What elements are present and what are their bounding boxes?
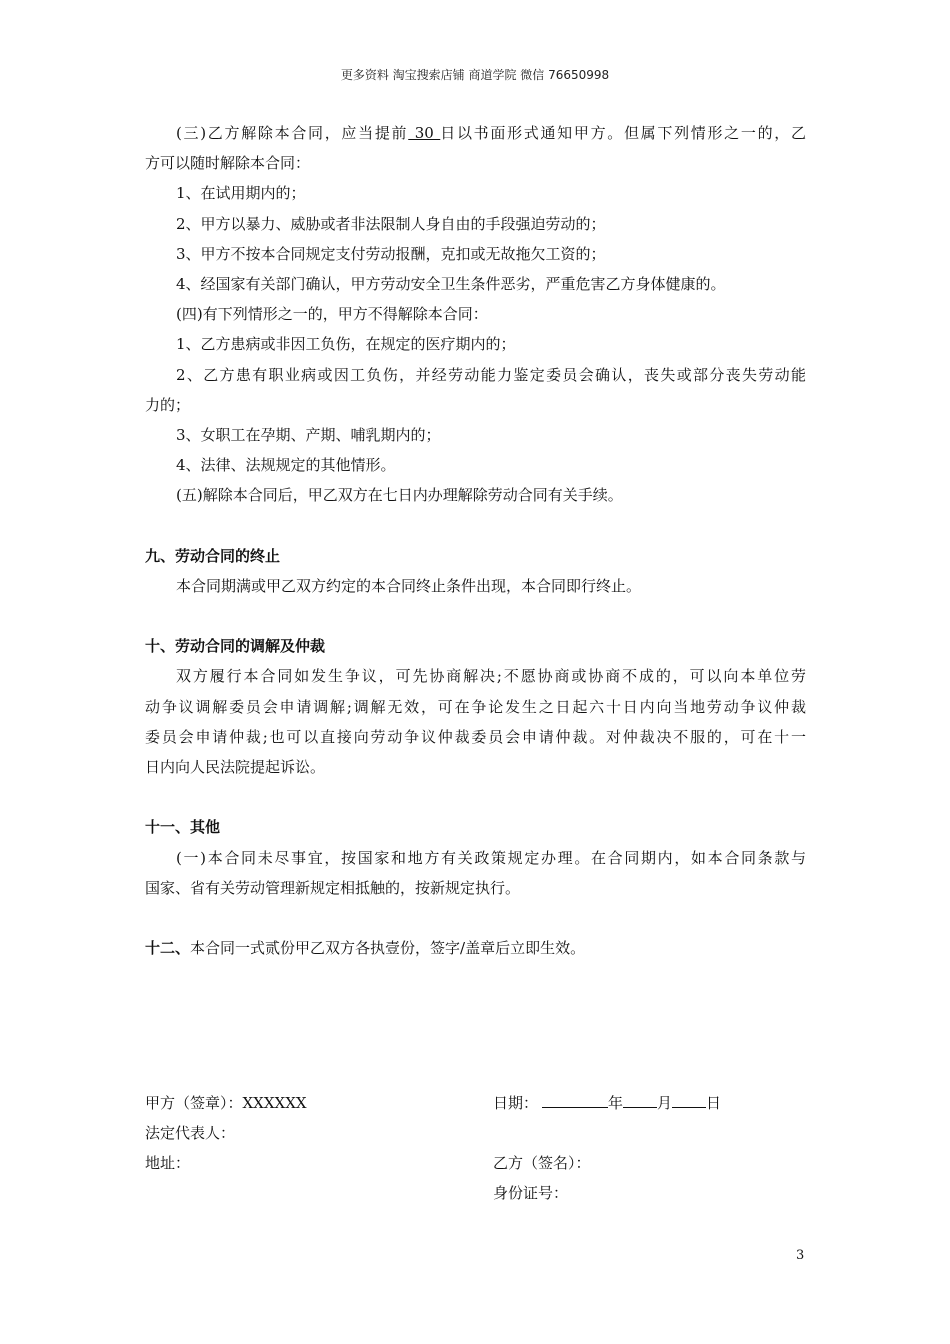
address-label: 地址： bbox=[145, 1154, 191, 1172]
day-label: 日 bbox=[706, 1094, 722, 1112]
clause-text: (三)乙方解除本合同，应当提前 bbox=[176, 124, 409, 142]
contract-body bbox=[145, 118, 806, 963]
party-b-label: 乙方（签名）： bbox=[493, 1154, 591, 1172]
clause-8-3 bbox=[145, 118, 806, 148]
day-blank bbox=[672, 1093, 706, 1108]
clause-8-4: (四)有下列情形之一的，甲方不得解除本合同： bbox=[176, 305, 488, 324]
page-number: 3 bbox=[796, 1248, 805, 1263]
date-field bbox=[493, 1092, 721, 1113]
list-item-cont: 力的； bbox=[145, 395, 191, 414]
list-item: 3、甲方不按本合同规定支付劳动报酬，克扣或无故拖欠工资的； bbox=[176, 244, 606, 263]
notice-days: 30 bbox=[408, 124, 441, 142]
date-label: 日期： bbox=[493, 1094, 539, 1112]
section-12-text: 本合同一式贰份甲乙双方各执壹份，签字/盖章后立即生效。 bbox=[190, 939, 586, 958]
year-label: 年 bbox=[608, 1094, 624, 1112]
section-10-line: 双方履行本合同如发生争议，可先协商解决;不愿协商或协商不成的，可以向本单位劳 bbox=[176, 667, 806, 686]
legal-rep-label: 法定代表人： bbox=[145, 1124, 236, 1142]
section-12-title: 十二、 bbox=[145, 939, 191, 958]
section-10-title: 十、劳动合同的调解及仲裁 bbox=[145, 637, 326, 656]
clause-8-5: (五)解除本合同后，甲乙双方在七日内办理解除劳动合同有关手续。 bbox=[176, 486, 623, 505]
section-9-title: 九、劳动合同的终止 bbox=[145, 546, 281, 565]
list-item: 4、法律、法规规定的其他情形。 bbox=[176, 456, 396, 475]
month-label: 月 bbox=[657, 1094, 673, 1112]
section-11-line: 国家、省有关劳动管理新规定相抵触的，按新规定执行。 bbox=[145, 878, 521, 897]
section-10-line: 日内向人民法院提起诉讼。 bbox=[145, 757, 326, 776]
clause-8-3-cont: 方可以随时解除本合同： bbox=[145, 154, 311, 173]
section-9-text: 本合同期满或甲乙双方约定的本合同终止条件出现，本合同即行终止。 bbox=[176, 576, 642, 595]
list-item: 4、经国家有关部门确认，甲方劳动安全卫生条件恶劣，严重危害乙方身体健康的。 bbox=[176, 274, 726, 293]
list-item: 2、甲方以暴力、威胁或者非法限制人身自由的手段强迫劳动的； bbox=[176, 214, 606, 233]
list-item: 1、在试用期内的； bbox=[176, 184, 306, 203]
section-10-line: 委员会申请仲裁;也可以直接向劳动争议仲裁委员会申请仲裁。对仲裁决不服的，可在十一 bbox=[145, 727, 806, 746]
year-blank bbox=[542, 1093, 608, 1108]
list-item: 1、乙方患病或非因工负伤，在规定的医疗期内的； bbox=[176, 335, 516, 354]
section-12 bbox=[145, 933, 806, 963]
section-11-title: 十一、其他 bbox=[145, 818, 221, 837]
id-number-label: 身份证号： bbox=[493, 1184, 569, 1202]
clause-text: 日以书面形式通知甲方。但属下列情形之一的，乙 bbox=[440, 124, 806, 142]
section-10-line: 动争议调解委员会申请调解;调解无效，可在争论发生之日起六十日内向当地劳动争议仲裁 bbox=[145, 697, 806, 716]
section-11-line: (一)本合同未尽事宜，按国家和地方有关政策规定办理。在合同期内，如本合同条款与 bbox=[176, 848, 806, 867]
list-item: 2、乙方患有职业病或因工负伤，并经劳动能力鉴定委员会确认，丧失或部分丧失劳动能 bbox=[176, 365, 806, 384]
month-blank bbox=[623, 1093, 657, 1108]
party-a-label: 甲方（签章）：XXXXXX bbox=[145, 1094, 307, 1112]
page-header-watermark: 更多资料 淘宝搜索店铺 商道学院 微信 76650998 bbox=[340, 68, 610, 82]
list-item: 3、女职工在孕期、产期、哺乳期内的； bbox=[176, 425, 441, 444]
